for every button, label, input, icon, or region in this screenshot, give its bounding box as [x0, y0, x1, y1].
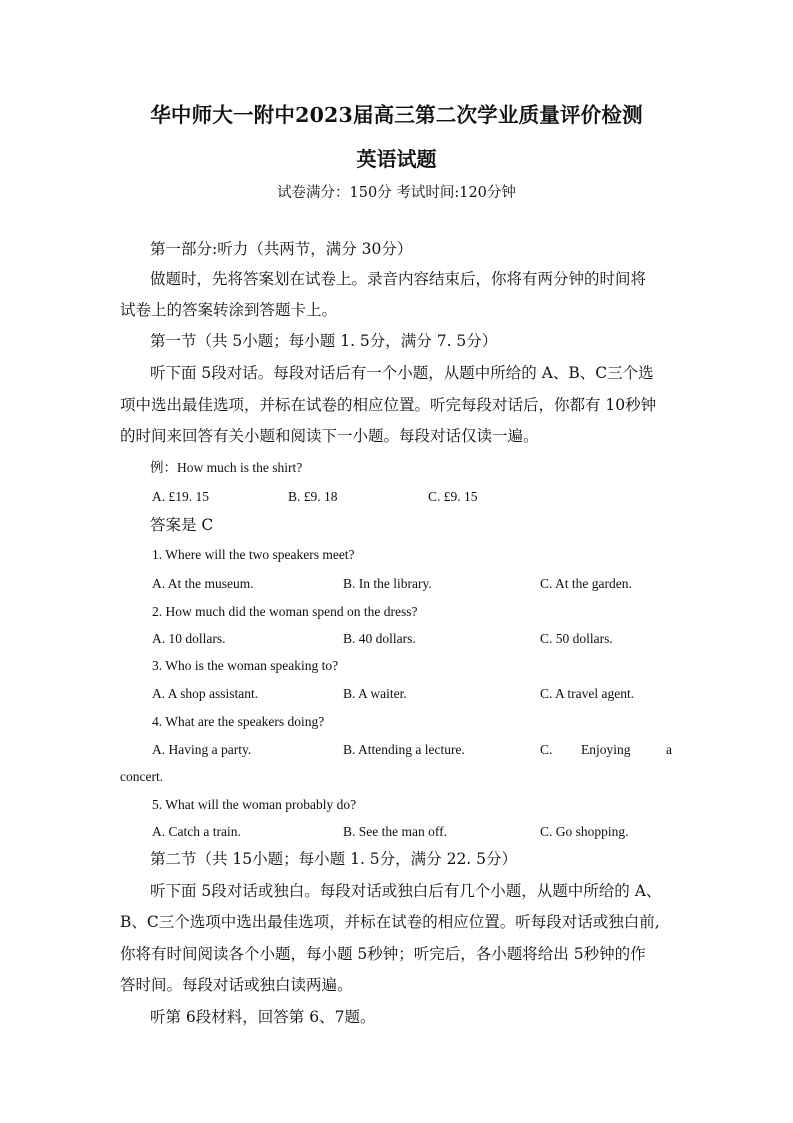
question-5-option-a: A. Catch a train.: [152, 824, 241, 839]
question-3-option-b: B. A waiter.: [343, 686, 407, 701]
exam-title: 华中师大一附中2023届高三第二次学业质量评价检测: [150, 103, 643, 127]
part1-directions-line3: 的时间来回答有关小题和阅读下一小题。每段对话仅读一遍。: [120, 427, 539, 445]
question-4-option-c-word1: Enjoying: [581, 742, 631, 757]
example-option-c: C. £9. 15: [428, 489, 478, 504]
part2-directions-line1: 听下面 5段对话或独白。每段对话或独白后有几个小题，从题中所给的 A、: [150, 882, 662, 900]
example-question: 例：How much is the shirt?: [150, 460, 303, 475]
question-1: 1. Where will the two speakers meet?: [152, 547, 355, 562]
section1-heading: 第一部分:听力（共两节，满分 30分）: [150, 240, 413, 258]
question-3-option-a: A. A shop assistant.: [152, 686, 259, 701]
part2-directions-line3: 你将有时间阅读各个小题，每小题 5秒钟；听完后，各小题将给出 5秒钟的作: [120, 945, 646, 963]
question-2-option-a: A. 10 dollars.: [152, 631, 226, 646]
question-1-option-b: B. In the library.: [343, 576, 432, 591]
question-5-option-c: C. Go shopping.: [540, 824, 629, 839]
question-1-option-c: C. At the garden.: [540, 576, 632, 591]
question-4-option-c-word2: a: [666, 742, 672, 757]
question-3-option-c: C. A travel agent.: [540, 686, 635, 701]
part1-directions-line1: 听下面 5段对话。每段对话后有一个小题，从题中所给的 A、B、C三个选: [150, 364, 654, 382]
question-5: 5. What will the woman probably do?: [152, 797, 357, 812]
question-1-option-a: A. At the museum.: [152, 576, 254, 591]
example-option-a: A. £19. 15: [152, 489, 209, 504]
question-4-option-c-wrap: concert.: [120, 769, 164, 784]
question-4-option-a: A. Having a party.: [152, 742, 252, 757]
exam-subtitle: 英语试题: [356, 147, 437, 171]
question-3: 3. Who is the woman speaking to?: [152, 658, 339, 673]
part1-heading: 第一节（共 5小题；每小题 1. 5分，满分 7. 5分）: [150, 332, 498, 350]
question-4: 4. What are the speakers doing?: [152, 714, 325, 729]
section1-instructions-line2: 试卷上的答案转涂到答题卡上。: [120, 301, 338, 319]
question-2: 2. How much did the woman spend on the dress?: [152, 604, 418, 619]
question-5-option-b: B. See the man off.: [343, 824, 447, 839]
question-4-option-b: B. Attending a lecture.: [343, 742, 465, 757]
section1-instructions-line1: 做题时，先将答案划在试卷上。录音内容结束后，你将有两分钟的时间将: [150, 270, 647, 288]
exam-info: 试卷满分：150分 考试时间:120分钟: [277, 185, 516, 201]
part2-directions-line2: B、C三个选项中选出最佳选项，并标在试卷的相应位置。听每段对话或独白前,: [120, 913, 660, 931]
question-2-option-b: B. 40 dollars.: [343, 631, 416, 646]
part2-heading: 第二节（共 15小题；每小题 1. 5分，满分 22. 5分）: [150, 850, 518, 868]
question-2-option-c: C. 50 dollars.: [540, 631, 613, 646]
part2-directions-line4: 答时间。每段对话或独白读两遍。: [120, 976, 353, 994]
example-option-b: B. £9. 18: [288, 489, 338, 504]
part2-material-prompt: 听第 6段材料，回答第 6、7题。: [150, 1008, 376, 1026]
example-answer: 答案是 C: [150, 516, 214, 534]
part1-directions-line2: 项中选出最佳选项，并标在试卷的相应位置。听完每段对话后，你都有 10秒钟: [120, 396, 657, 414]
question-4-option-c-letter: C.: [540, 742, 553, 757]
